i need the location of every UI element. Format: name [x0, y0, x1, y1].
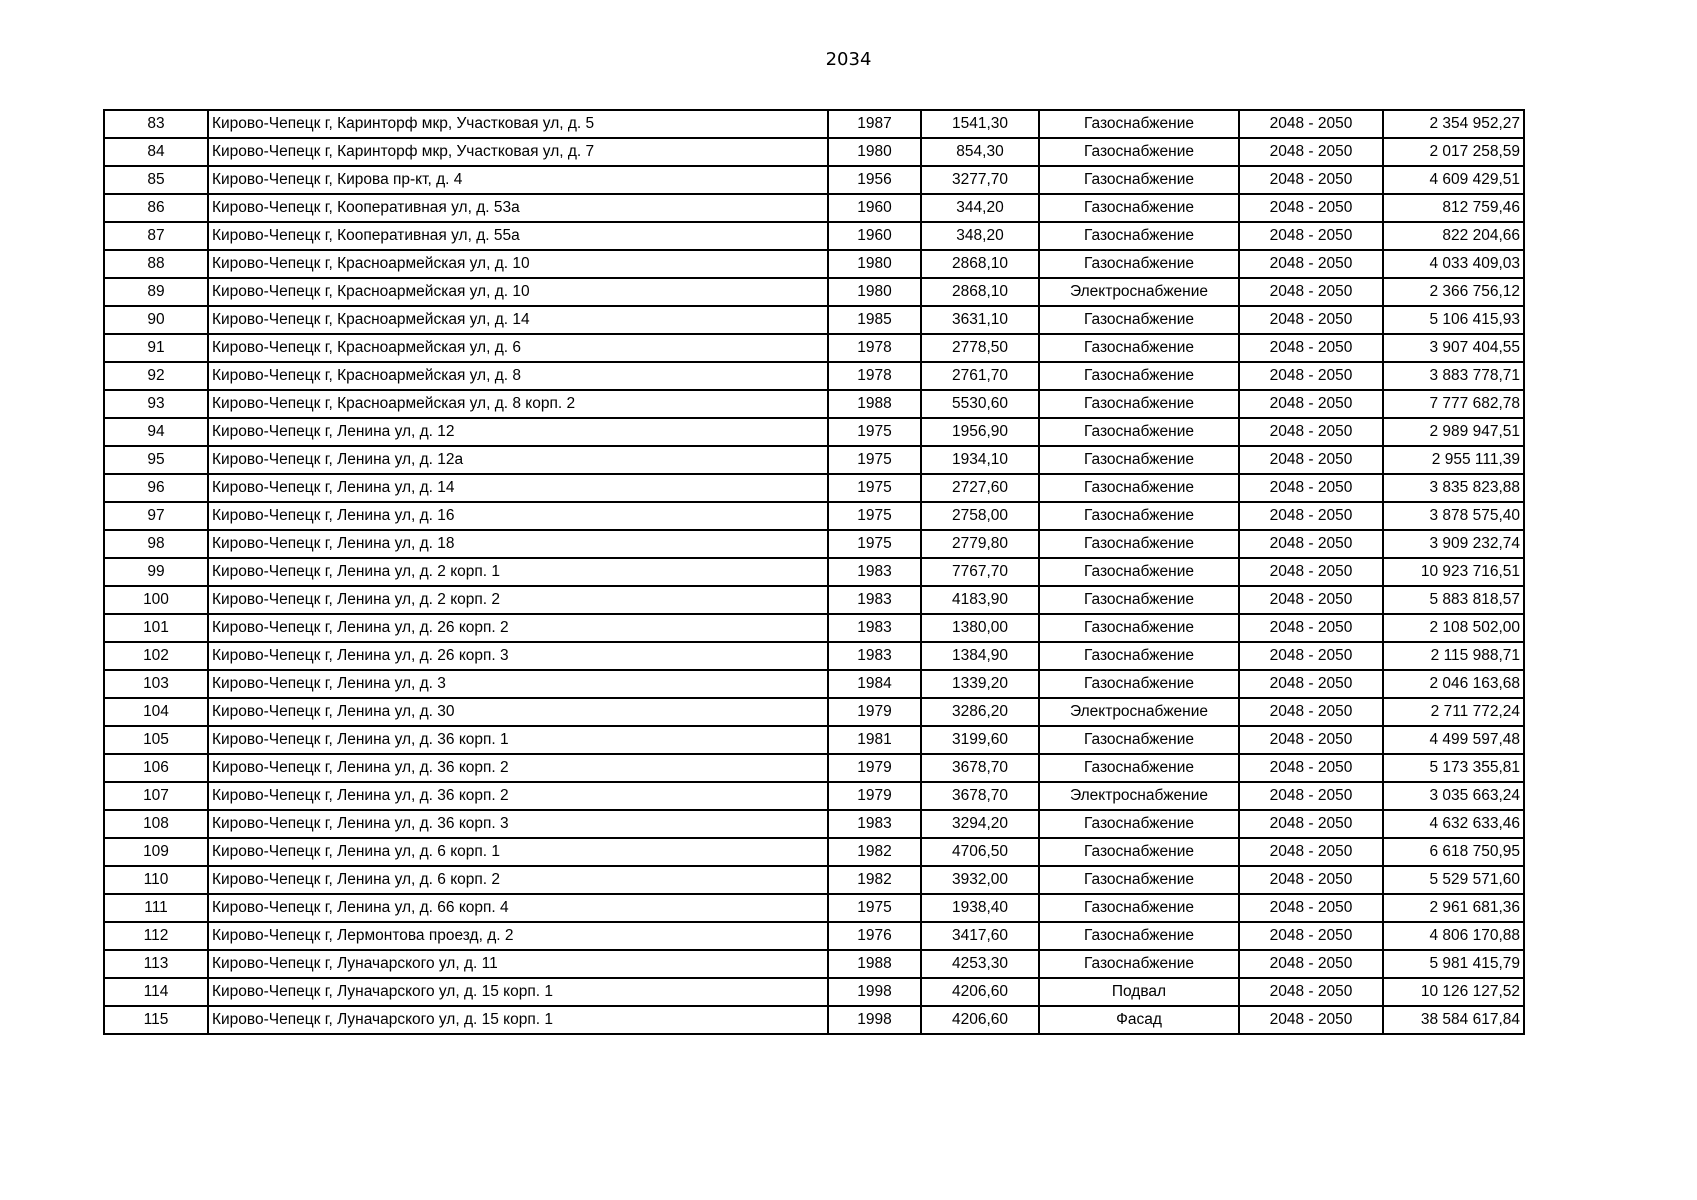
work-type-cell: Газоснабжение: [1039, 306, 1239, 334]
cost-cell: 7 777 682,78: [1383, 390, 1524, 418]
construction-year-cell: 1975: [828, 894, 921, 922]
area-cell: 3294,20: [921, 810, 1039, 838]
cost-cell: 38 584 617,84: [1383, 1006, 1524, 1034]
construction-year-cell: 1984: [828, 670, 921, 698]
construction-year-cell: 1982: [828, 866, 921, 894]
period-cell: 2048 - 2050: [1239, 530, 1383, 558]
cost-cell: 2 955 111,39: [1383, 446, 1524, 474]
building-register-table: [103, 109, 1525, 1035]
row-number-cell: 109: [104, 838, 208, 866]
cost-cell: 2 046 163,68: [1383, 670, 1524, 698]
area-cell: 2727,60: [921, 474, 1039, 502]
construction-year-cell: 1979: [828, 754, 921, 782]
cost-cell: 3 835 823,88: [1383, 474, 1524, 502]
address-cell: Кирово-Чепецк г, Ленина ул, д. 36 корп. 1: [208, 726, 828, 754]
work-type-cell: Газоснабжение: [1039, 754, 1239, 782]
area-cell: 5530,60: [921, 390, 1039, 418]
row-number-cell: 105: [104, 726, 208, 754]
area-cell: 4706,50: [921, 838, 1039, 866]
construction-year-cell: 1983: [828, 586, 921, 614]
construction-year-cell: 1981: [828, 726, 921, 754]
row-number-cell: 98: [104, 530, 208, 558]
area-cell: 3277,70: [921, 166, 1039, 194]
table-row: [104, 586, 1524, 614]
table-row: [104, 334, 1524, 362]
work-type-cell: Газоснабжение: [1039, 558, 1239, 586]
construction-year-cell: 1975: [828, 446, 921, 474]
cost-cell: 5 981 415,79: [1383, 950, 1524, 978]
area-cell: 344,20: [921, 194, 1039, 222]
row-number-cell: 92: [104, 362, 208, 390]
period-cell: 2048 - 2050: [1239, 166, 1383, 194]
address-cell: Кирово-Чепецк г, Красноармейская ул, д. 6: [208, 334, 828, 362]
cost-cell: 3 907 404,55: [1383, 334, 1524, 362]
table-row: [104, 110, 1524, 138]
cost-cell: 2 017 258,59: [1383, 138, 1524, 166]
work-type-cell: Газоснабжение: [1039, 922, 1239, 950]
table-row: [104, 1006, 1524, 1034]
address-cell: Кирово-Чепецк г, Ленина ул, д. 3: [208, 670, 828, 698]
area-cell: 3678,70: [921, 782, 1039, 810]
cost-cell: 3 909 232,74: [1383, 530, 1524, 558]
table-row: [104, 922, 1524, 950]
work-type-cell: Газоснабжение: [1039, 334, 1239, 362]
work-type-cell: Газоснабжение: [1039, 642, 1239, 670]
cost-cell: 3 035 663,24: [1383, 782, 1524, 810]
work-type-cell: Газоснабжение: [1039, 670, 1239, 698]
period-cell: 2048 - 2050: [1239, 894, 1383, 922]
table-row: [104, 950, 1524, 978]
period-cell: 2048 - 2050: [1239, 306, 1383, 334]
construction-year-cell: 1983: [828, 558, 921, 586]
cost-cell: 4 632 633,46: [1383, 810, 1524, 838]
work-type-cell: Газоснабжение: [1039, 866, 1239, 894]
work-type-cell: Газоснабжение: [1039, 530, 1239, 558]
area-cell: 3199,60: [921, 726, 1039, 754]
table-row: [104, 810, 1524, 838]
address-cell: Кирово-Чепецк г, Ленина ул, д. 30: [208, 698, 828, 726]
address-cell: Кирово-Чепецк г, Красноармейская ул, д. 10: [208, 278, 828, 306]
cost-cell: 5 173 355,81: [1383, 754, 1524, 782]
work-type-cell: Газоснабжение: [1039, 222, 1239, 250]
area-cell: 1938,40: [921, 894, 1039, 922]
table-row: [104, 446, 1524, 474]
address-cell: Кирово-Чепецк г, Ленина ул, д. 2 корп. 1: [208, 558, 828, 586]
period-cell: 2048 - 2050: [1239, 446, 1383, 474]
table-row: [104, 474, 1524, 502]
period-cell: 2048 - 2050: [1239, 698, 1383, 726]
row-number-cell: 86: [104, 194, 208, 222]
row-number-cell: 97: [104, 502, 208, 530]
address-cell: Кирово-Чепецк г, Луначарского ул, д. 11: [208, 950, 828, 978]
construction-year-cell: 1979: [828, 782, 921, 810]
row-number-cell: 87: [104, 222, 208, 250]
address-cell: Кирово-Чепецк г, Каринторф мкр, Участковая ул, д. 7: [208, 138, 828, 166]
cost-cell: 4 499 597,48: [1383, 726, 1524, 754]
work-type-cell: Газоснабжение: [1039, 166, 1239, 194]
row-number-cell: 84: [104, 138, 208, 166]
row-number-cell: 91: [104, 334, 208, 362]
work-type-cell: Подвал: [1039, 978, 1239, 1006]
work-type-cell: Газоснабжение: [1039, 194, 1239, 222]
construction-year-cell: 1983: [828, 810, 921, 838]
row-number-cell: 90: [104, 306, 208, 334]
address-cell: Кирово-Чепецк г, Ленина ул, д. 6 корп. 1: [208, 838, 828, 866]
construction-year-cell: 1998: [828, 1006, 921, 1034]
row-number-cell: 99: [104, 558, 208, 586]
address-cell: Кирово-Чепецк г, Ленина ул, д. 66 корп. 4: [208, 894, 828, 922]
construction-year-cell: 1985: [828, 306, 921, 334]
cost-cell: 10 126 127,52: [1383, 978, 1524, 1006]
area-cell: 1934,10: [921, 446, 1039, 474]
period-cell: 2048 - 2050: [1239, 670, 1383, 698]
work-type-cell: Газоснабжение: [1039, 838, 1239, 866]
row-number-cell: 114: [104, 978, 208, 1006]
work-type-cell: Газоснабжение: [1039, 418, 1239, 446]
period-cell: 2048 - 2050: [1239, 474, 1383, 502]
construction-year-cell: 1956: [828, 166, 921, 194]
construction-year-cell: 1975: [828, 530, 921, 558]
table-row: [104, 978, 1524, 1006]
address-cell: Кирово-Чепецк г, Ленина ул, д. 26 корп. 3: [208, 642, 828, 670]
work-type-cell: Газоснабжение: [1039, 726, 1239, 754]
cost-cell: 812 759,46: [1383, 194, 1524, 222]
area-cell: 1956,90: [921, 418, 1039, 446]
work-type-cell: Газоснабжение: [1039, 614, 1239, 642]
construction-year-cell: 1983: [828, 642, 921, 670]
table-row: [104, 726, 1524, 754]
address-cell: Кирово-Чепецк г, Красноармейская ул, д. 14: [208, 306, 828, 334]
row-number-cell: 106: [104, 754, 208, 782]
table-row: [104, 894, 1524, 922]
address-cell: Кирово-Чепецк г, Ленина ул, д. 36 корп. 2: [208, 754, 828, 782]
construction-year-cell: 1988: [828, 950, 921, 978]
row-number-cell: 88: [104, 250, 208, 278]
area-cell: 4206,60: [921, 1006, 1039, 1034]
area-cell: 1380,00: [921, 614, 1039, 642]
work-type-cell: Электроснабжение: [1039, 278, 1239, 306]
period-cell: 2048 - 2050: [1239, 110, 1383, 138]
cost-cell: 3 883 778,71: [1383, 362, 1524, 390]
address-cell: Кирово-Чепецк г, Луначарского ул, д. 15 корп. 1: [208, 1006, 828, 1034]
work-type-cell: Газоснабжение: [1039, 362, 1239, 390]
period-cell: 2048 - 2050: [1239, 642, 1383, 670]
area-cell: 2868,10: [921, 278, 1039, 306]
row-number-cell: 102: [104, 642, 208, 670]
table-row: [104, 502, 1524, 530]
page-number: 2034: [825, 49, 872, 70]
table-row: [104, 642, 1524, 670]
area-cell: 1339,20: [921, 670, 1039, 698]
table-row: [104, 782, 1524, 810]
period-cell: 2048 - 2050: [1239, 586, 1383, 614]
area-cell: 2761,70: [921, 362, 1039, 390]
work-type-cell: Газоснабжение: [1039, 250, 1239, 278]
construction-year-cell: 1980: [828, 250, 921, 278]
period-cell: 2048 - 2050: [1239, 558, 1383, 586]
area-cell: 1384,90: [921, 642, 1039, 670]
row-number-cell: 107: [104, 782, 208, 810]
construction-year-cell: 1982: [828, 838, 921, 866]
row-number-cell: 115: [104, 1006, 208, 1034]
row-number-cell: 89: [104, 278, 208, 306]
period-cell: 2048 - 2050: [1239, 1006, 1383, 1034]
address-cell: Кирово-Чепецк г, Ленина ул, д. 16: [208, 502, 828, 530]
work-type-cell: Электроснабжение: [1039, 698, 1239, 726]
area-cell: 2868,10: [921, 250, 1039, 278]
period-cell: 2048 - 2050: [1239, 250, 1383, 278]
cost-cell: 2 989 947,51: [1383, 418, 1524, 446]
cost-cell: 2 711 772,24: [1383, 698, 1524, 726]
table-row: [104, 194, 1524, 222]
period-cell: 2048 - 2050: [1239, 922, 1383, 950]
period-cell: 2048 - 2050: [1239, 334, 1383, 362]
work-type-cell: Электроснабжение: [1039, 782, 1239, 810]
row-number-cell: 110: [104, 866, 208, 894]
construction-year-cell: 1960: [828, 222, 921, 250]
table-row: [104, 754, 1524, 782]
period-cell: 2048 - 2050: [1239, 194, 1383, 222]
construction-year-cell: 1975: [828, 502, 921, 530]
address-cell: Кирово-Чепецк г, Красноармейская ул, д. 8 корп. 2: [208, 390, 828, 418]
row-number-cell: 103: [104, 670, 208, 698]
table-row: [104, 138, 1524, 166]
area-cell: 3932,00: [921, 866, 1039, 894]
row-number-cell: 94: [104, 418, 208, 446]
row-number-cell: 104: [104, 698, 208, 726]
table-row: [104, 306, 1524, 334]
area-cell: 2778,50: [921, 334, 1039, 362]
table-row: [104, 390, 1524, 418]
row-number-cell: 85: [104, 166, 208, 194]
construction-year-cell: 1979: [828, 698, 921, 726]
cost-cell: 4 806 170,88: [1383, 922, 1524, 950]
address-cell: Кирово-Чепецк г, Кооперативная ул, д. 55а: [208, 222, 828, 250]
address-cell: Кирово-Чепецк г, Ленина ул, д. 26 корп. 2: [208, 614, 828, 642]
construction-year-cell: 1983: [828, 614, 921, 642]
period-cell: 2048 - 2050: [1239, 726, 1383, 754]
period-cell: 2048 - 2050: [1239, 614, 1383, 642]
period-cell: 2048 - 2050: [1239, 418, 1383, 446]
address-cell: Кирово-Чепецк г, Луначарского ул, д. 15 корп. 1: [208, 978, 828, 1006]
cost-cell: 2 115 988,71: [1383, 642, 1524, 670]
area-cell: 4206,60: [921, 978, 1039, 1006]
area-cell: 2779,80: [921, 530, 1039, 558]
area-cell: 1541,30: [921, 110, 1039, 138]
address-cell: Кирово-Чепецк г, Каринторф мкр, Участковая ул, д. 5: [208, 110, 828, 138]
cost-cell: 822 204,66: [1383, 222, 1524, 250]
table-row: [104, 530, 1524, 558]
period-cell: 2048 - 2050: [1239, 810, 1383, 838]
construction-year-cell: 1980: [828, 278, 921, 306]
cost-cell: 5 883 818,57: [1383, 586, 1524, 614]
area-cell: 4183,90: [921, 586, 1039, 614]
work-type-cell: Фасад: [1039, 1006, 1239, 1034]
period-cell: 2048 - 2050: [1239, 390, 1383, 418]
address-cell: Кирово-Чепецк г, Красноармейская ул, д. 8: [208, 362, 828, 390]
address-cell: Кирово-Чепецк г, Ленина ул, д. 36 корп. 2: [208, 782, 828, 810]
work-type-cell: Газоснабжение: [1039, 950, 1239, 978]
row-number-cell: 111: [104, 894, 208, 922]
cost-cell: 5 106 415,93: [1383, 306, 1524, 334]
row-number-cell: 108: [104, 810, 208, 838]
work-type-cell: Газоснабжение: [1039, 138, 1239, 166]
table-row: [104, 418, 1524, 446]
area-cell: 4253,30: [921, 950, 1039, 978]
table-row: [104, 166, 1524, 194]
address-cell: Кирово-Чепецк г, Ленина ул, д. 14: [208, 474, 828, 502]
table-row: [104, 866, 1524, 894]
period-cell: 2048 - 2050: [1239, 754, 1383, 782]
cost-cell: 4 609 429,51: [1383, 166, 1524, 194]
construction-year-cell: 1975: [828, 474, 921, 502]
cost-cell: 3 878 575,40: [1383, 502, 1524, 530]
work-type-cell: Газоснабжение: [1039, 390, 1239, 418]
cost-cell: 2 354 952,27: [1383, 110, 1524, 138]
period-cell: 2048 - 2050: [1239, 782, 1383, 810]
cost-cell: 2 961 681,36: [1383, 894, 1524, 922]
area-cell: 3286,20: [921, 698, 1039, 726]
construction-year-cell: 1988: [828, 390, 921, 418]
work-type-cell: Газоснабжение: [1039, 502, 1239, 530]
work-type-cell: Газоснабжение: [1039, 446, 1239, 474]
period-cell: 2048 - 2050: [1239, 278, 1383, 306]
work-type-cell: Газоснабжение: [1039, 474, 1239, 502]
period-cell: 2048 - 2050: [1239, 978, 1383, 1006]
period-cell: 2048 - 2050: [1239, 138, 1383, 166]
construction-year-cell: 1976: [828, 922, 921, 950]
table-row: [104, 362, 1524, 390]
area-cell: 348,20: [921, 222, 1039, 250]
address-cell: Кирово-Чепецк г, Ленина ул, д. 18: [208, 530, 828, 558]
row-number-cell: 93: [104, 390, 208, 418]
row-number-cell: 101: [104, 614, 208, 642]
construction-year-cell: 1987: [828, 110, 921, 138]
construction-year-cell: 1980: [828, 138, 921, 166]
table-row: [104, 250, 1524, 278]
table-row: [104, 670, 1524, 698]
row-number-cell: 83: [104, 110, 208, 138]
address-cell: Кирово-Чепецк г, Ленина ул, д. 36 корп. 3: [208, 810, 828, 838]
area-cell: 3417,60: [921, 922, 1039, 950]
work-type-cell: Газоснабжение: [1039, 586, 1239, 614]
address-cell: Кирово-Чепецк г, Ленина ул, д. 2 корп. 2: [208, 586, 828, 614]
table-row: [104, 838, 1524, 866]
work-type-cell: Газоснабжение: [1039, 894, 1239, 922]
period-cell: 2048 - 2050: [1239, 838, 1383, 866]
period-cell: 2048 - 2050: [1239, 866, 1383, 894]
address-cell: Кирово-Чепецк г, Ленина ул, д. 12: [208, 418, 828, 446]
table-row: [104, 278, 1524, 306]
construction-year-cell: 1975: [828, 418, 921, 446]
row-number-cell: 113: [104, 950, 208, 978]
row-number-cell: 112: [104, 922, 208, 950]
address-cell: Кирово-Чепецк г, Кооперативная ул, д. 53а: [208, 194, 828, 222]
area-cell: 2758,00: [921, 502, 1039, 530]
work-type-cell: Газоснабжение: [1039, 110, 1239, 138]
cost-cell: 5 529 571,60: [1383, 866, 1524, 894]
table-row: [104, 222, 1524, 250]
period-cell: 2048 - 2050: [1239, 950, 1383, 978]
row-number-cell: 100: [104, 586, 208, 614]
cost-cell: 6 618 750,95: [1383, 838, 1524, 866]
address-cell: Кирово-Чепецк г, Ленина ул, д. 12а: [208, 446, 828, 474]
period-cell: 2048 - 2050: [1239, 362, 1383, 390]
period-cell: 2048 - 2050: [1239, 222, 1383, 250]
construction-year-cell: 1998: [828, 978, 921, 1006]
work-type-cell: Газоснабжение: [1039, 810, 1239, 838]
cost-cell: 4 033 409,03: [1383, 250, 1524, 278]
area-cell: 3678,70: [921, 754, 1039, 782]
row-number-cell: 96: [104, 474, 208, 502]
address-cell: Кирово-Чепецк г, Ленина ул, д. 6 корп. 2: [208, 866, 828, 894]
address-cell: Кирово-Чепецк г, Лермонтова проезд, д. 2: [208, 922, 828, 950]
cost-cell: 10 923 716,51: [1383, 558, 1524, 586]
table-body: [104, 110, 1524, 1034]
construction-year-cell: 1978: [828, 334, 921, 362]
cost-cell: 2 366 756,12: [1383, 278, 1524, 306]
table-row: [104, 614, 1524, 642]
area-cell: 854,30: [921, 138, 1039, 166]
area-cell: 3631,10: [921, 306, 1039, 334]
address-cell: Кирово-Чепецк г, Кирова пр-кт, д. 4: [208, 166, 828, 194]
table-row: [104, 698, 1524, 726]
cost-cell: 2 108 502,00: [1383, 614, 1524, 642]
area-cell: 7767,70: [921, 558, 1039, 586]
period-cell: 2048 - 2050: [1239, 502, 1383, 530]
table-row: [104, 558, 1524, 586]
row-number-cell: 95: [104, 446, 208, 474]
construction-year-cell: 1978: [828, 362, 921, 390]
address-cell: Кирово-Чепецк г, Красноармейская ул, д. 10: [208, 250, 828, 278]
construction-year-cell: 1960: [828, 194, 921, 222]
